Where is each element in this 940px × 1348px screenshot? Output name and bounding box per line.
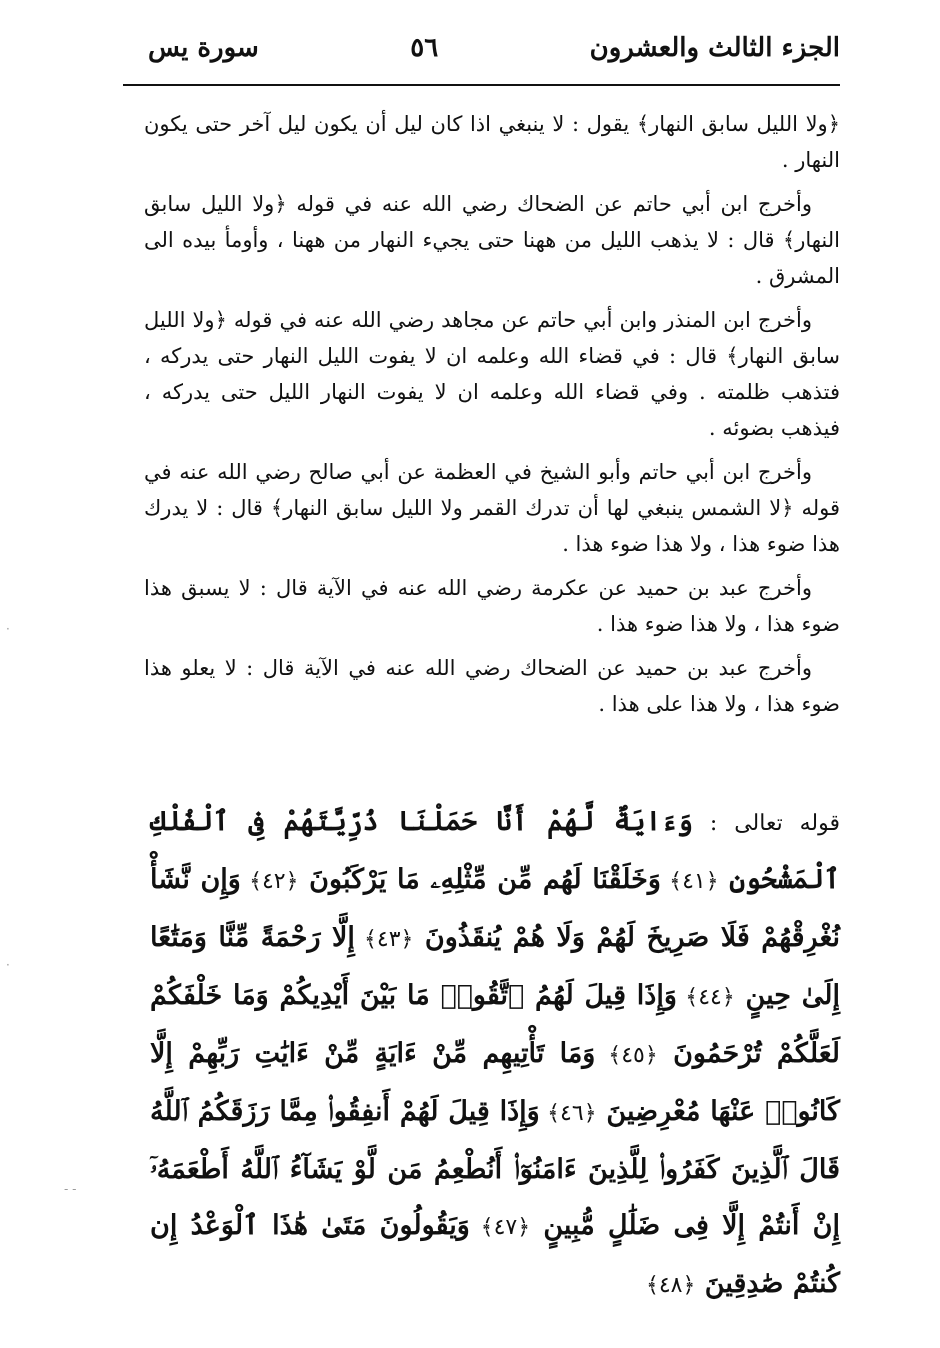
verse-number: ﴿٤٦﴾ xyxy=(539,1101,597,1126)
scan-speck: - - xyxy=(64,1182,77,1196)
surah-name: سورة يس xyxy=(148,33,259,63)
verse-text: وَخَلَقْنَا لَهُم مِّن مِّثْلِهِۦ مَا يَرْكَبُونَ xyxy=(298,864,661,895)
quran-verses xyxy=(150,794,840,1314)
scan-speck: · xyxy=(6,622,10,636)
verse-number: ﴿٤٣﴾ xyxy=(354,927,414,952)
commentary-paragraph: ﴿ولا الليل سابق النهار﴾ يقول : لا ينبغي اذا كان ليل أن يكون ليل آخر حتى يكون النهار . xyxy=(144,112,840,172)
page-number: ٥٦ xyxy=(410,33,439,63)
verse-number: ﴿٤١﴾ xyxy=(660,869,719,894)
verse-text: إِلَّا رَحْمَةً مِّنَّا وَمَتَٰعًا إِلَىٰ حِينٍ xyxy=(150,922,840,1011)
commentary-paragraph: وأخرج عبد بن حميد عن عكرمة رضي الله عنه في الآية قال : لا يسبق هذا ضوء هذا ، ولا هذا ضوء هذا . xyxy=(144,576,840,636)
verse-text: وَمَا تَأْتِيهِم مِّنْ ءَايَةٍ مِّنْ ءَايَٰتِ رَبِّهِمْ إِلَّا كَانُوا۟ عَنْهَا مُعْرِضِينَ xyxy=(150,1038,840,1127)
header-rule xyxy=(123,84,840,86)
verse-text: وَإِذَا قِيلَ لَهُمُ ٱتَّقُوا۟ مَا بَيْنَ أَيْدِيكُمْ وَمَا خَلْفَكُمْ لَعَلَّكُمْ تُرْحَمُونَ xyxy=(150,980,841,1069)
verse-number: ﴿٤٥﴾ xyxy=(595,1043,658,1068)
verse-number: ﴿٤٨﴾ xyxy=(645,1273,696,1298)
part-title: الجزء الثالث والعشرون xyxy=(589,33,840,63)
verse-text: وَإِن نَّشَأْ نُغْرِقْهُمْ فَلَا صَرِيخَ لَهُمْ وَلَا هُمْ يُنقَذُونَ xyxy=(150,864,840,953)
commentary-paragraph: وأخرج ابن أبي حاتم وأبو الشيخ في العظمة عن أبي صالح رضي الله عنه في قوله ﴿لا الشمس ينبغي لها أن تدرك القمر ولا الليل سابق النهار﴾ قال : لا يدرك هذا ضوء هذا ، ولا هذا ضوء هذا . xyxy=(144,460,840,556)
commentary-paragraph: وأخرج ابن المنذر وابن أبي حاتم عن مجاهد رضي الله عنه في قوله ﴿ولا الليل سابق النهار﴾ قال : في قضاء الله وعلمه ان لا يفوت الليل النهار حتى يدركه ، فتذهب ظلمته . وفي قضاء الله وعلمه ان لا يفوت النهار الليل حتى يدركه ، فيذهب بضوئه . xyxy=(144,308,840,440)
verse-text: وَيَقُولُونَ مَتَىٰ هَٰذَا ٱلْوَعْدُ إِن كُنتُمْ صَٰدِقِينَ xyxy=(150,1210,840,1299)
commentary-paragraph: وأخرج ابن أبي حاتم عن الضحاك رضي الله عنه في قوله ﴿ولا الليل سابق النهار﴾ قال : لا يذهب الليل من ههنا حتى يجيء النهار من ههنا ، وأومأ بيده الى المشرق . xyxy=(144,192,840,288)
commentary-text xyxy=(144,106,840,730)
verse-number: ﴿٤٤﴾ xyxy=(676,985,735,1010)
scan-speck: · xyxy=(6,958,10,972)
commentary-paragraph: وأخرج عبد بن حميد عن الضحاك رضي الله عنه في الآية قال : لا يعلو هذا ضوء هذا ، ولا هذا على هذا . xyxy=(144,656,840,716)
verse-text: وَءَايَةٌ لَّهُمْ أَنَّا حَمَلْنَا ذُرِّيَّتَهُمْ فِى ٱلْفُلْكِ ٱلْمَشْحُونِ xyxy=(150,806,840,895)
verse-number: ﴿٤٧﴾ xyxy=(469,1215,531,1240)
page-header xyxy=(148,28,840,68)
verse-number: ﴿٤٢﴾ xyxy=(240,869,299,894)
verses-intro: قوله تعالى : xyxy=(693,811,840,836)
verse-text: وَإِذَا قِيلَ لَهُمْ أَنفِقُوا۟ مِمَّا رَزَقَكُمُ ٱللَّهُ قَالَ ٱلَّذِينَ كَفَرُوا۟ لِلَّذِينَ ءَامَنُوٓا۟ أَنُطْعِمُ مَن لَّوْ يَشَآءُ ٱللَّهُ أَطْعَمَهُۥٓ إِنْ أَنتُمْ إِلَّا فِى ضَلَٰلٍ مُّبِينٍ xyxy=(150,1096,841,1241)
